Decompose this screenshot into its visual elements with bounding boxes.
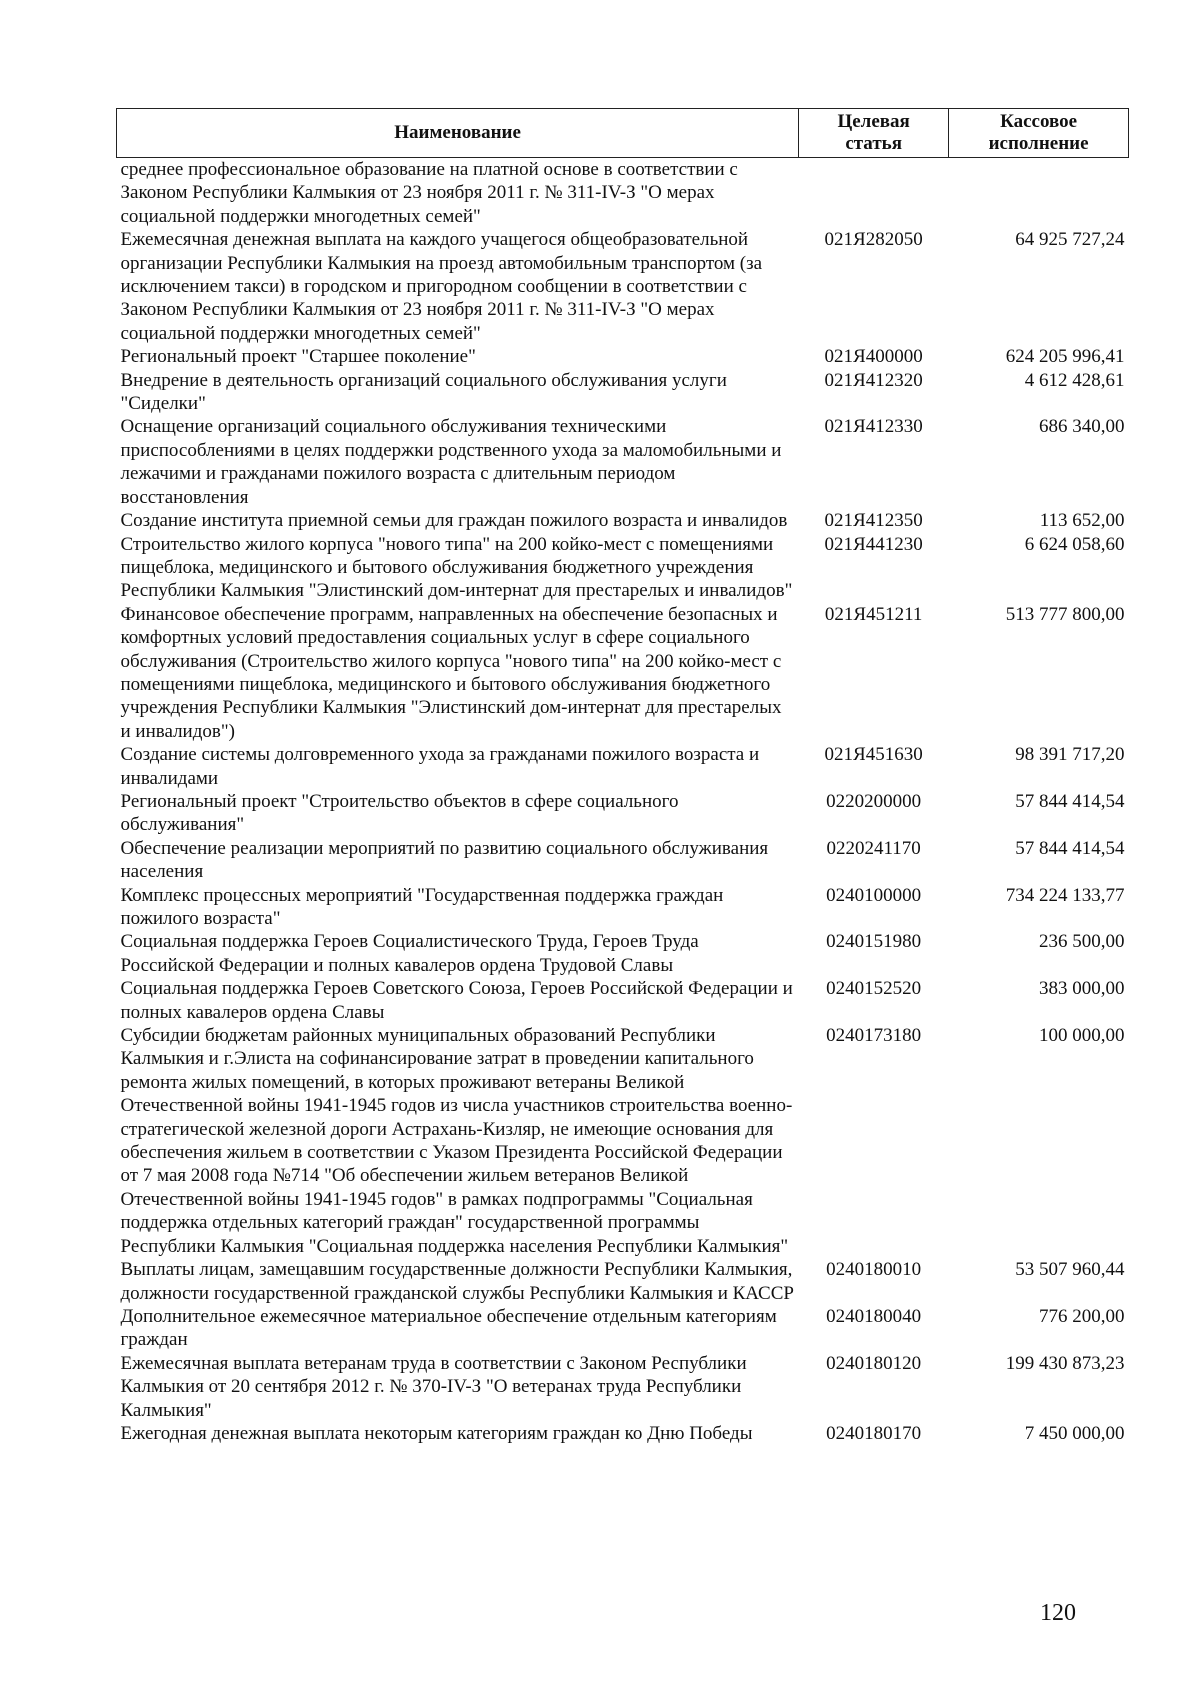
row-name-cell: Создание системы долговременного ухода за гражданами пожилого возраста и инвалидами [120, 744, 760, 789]
row-code-cell: 0240173180 [826, 1025, 922, 1047]
row-code-cell: 021Я412320 [824, 369, 923, 391]
row-name-cell: Ежемесячная денежная выплата на каждого учащегося общеобразовательной организации Республики Калмыкия на проезд автомобильным транспортом (за исключением такси) в городском и пригородном сообщении в соответствии с Законом Республики Калмыкия от 23 ноября 2011 г. № 311-IV-З "О мерах социальной поддержки многодетных семей" [120, 229, 763, 344]
table-row [117, 369, 1129, 416]
row-name-cell: среднее профессиональное образование на платной основе в соответствии с Законом Республики Калмыкия от 23 ноября 2011 г. № 311-IV-З "О мерах социальной поддержки многодетных семей" [120, 159, 738, 227]
row-amount-cell: 4 612 428,61 [1024, 369, 1125, 391]
row-name-cell: Дополнительное ежемесячное материальное обеспечение отдельным категориям граждан [120, 1305, 777, 1351]
row-amount-cell: 776 200,00 [1039, 1305, 1125, 1327]
row-amount-cell: 7 450 000,00 [1024, 1422, 1125, 1444]
table-row [117, 1258, 1129, 1305]
row-amount-cell: 100 000,00 [1039, 1025, 1125, 1047]
budget-table [116, 108, 1129, 1445]
row-name-cell: Выплаты лицам, замещавшим государственные должности Республики Калмыкия, должности государственной гражданской службы Республики Калмыкия и КАССР [120, 1259, 794, 1304]
table-row [117, 228, 1129, 345]
row-code-cell: 0240152520 [826, 978, 922, 1000]
row-name-cell: Создание института приемной семьи для граждан пожилого возраста и инвалидов [120, 510, 788, 532]
table-row [117, 345, 1129, 368]
table-row [117, 790, 1129, 837]
row-name-cell: Региональный проект "Старшее поколение" [120, 346, 476, 368]
row-code-cell: 021Я412350 [824, 510, 923, 532]
row-code-cell: 0220200000 [826, 790, 922, 812]
row-amount-cell: 383 000,00 [1039, 978, 1125, 1000]
table-row [117, 977, 1129, 1024]
row-name-cell: Внедрение в деятельность организаций социального обслуживания услуги "Сиделки" [120, 369, 727, 415]
row-name-cell: Социальная поддержка Героев Социалистического Труда, Героев Труда Российской Федерации и полных кавалеров ордена Трудовой Славы [120, 931, 699, 976]
row-amount-cell: 199 430 873,23 [1005, 1352, 1125, 1374]
row-amount-cell: 113 652,00 [1039, 510, 1125, 532]
table-row [117, 509, 1129, 532]
table-row [117, 1305, 1129, 1352]
row-name-cell: Ежегодная денежная выплата некоторым категориям граждан ко Дню Победы [120, 1422, 753, 1444]
header-name [117, 109, 799, 158]
header-amount [949, 109, 1129, 158]
row-code-cell: 0240100000 [826, 884, 922, 906]
page-number: 120 [1040, 1600, 1076, 1626]
header-amount-line2: исполнение [988, 133, 1089, 154]
row-name-cell: Строительство жилого корпуса "нового типа" на 200 койко-мест с помещениями пищеблока, медицинского и бытового обслуживания бюджетного учреждения Республики Калмыкия "Элистинский дом-интернат для престарелых и инвалидов" [120, 533, 793, 602]
row-amount-cell: 57 844 414,54 [1015, 790, 1125, 812]
row-code-cell: 0220241170 [826, 837, 921, 859]
row-amount-cell: 53 507 960,44 [1015, 1259, 1125, 1281]
row-code-cell: 0240180040 [826, 1305, 922, 1327]
table-row [117, 930, 1129, 977]
table-row [117, 743, 1129, 790]
row-code-cell: 0240180010 [826, 1259, 922, 1281]
row-amount-cell: 236 500,00 [1039, 931, 1125, 953]
row-amount-cell: 57 844 414,54 [1015, 837, 1125, 859]
row-code-cell: 021Я412330 [824, 416, 923, 438]
row-code-cell: 021Я451630 [824, 744, 923, 766]
row-code-cell: 021Я282050 [824, 229, 923, 251]
header-code-line1: Целевая [837, 111, 910, 132]
row-code-cell [799, 158, 949, 229]
header-code-line2: статья [845, 133, 902, 154]
row-code-cell: 021Я400000 [824, 346, 923, 368]
row-name-cell: Комплекс процессных мероприятий "Государственная поддержка граждан пожилого возраста" [120, 884, 724, 929]
table-row [117, 415, 1129, 509]
row-name-cell: Оснащение организаций социального обслуживания техническими приспособлениями в целях поддержки родственного ухода за маломобильными и лежачими и гражданами пожилого возраста с длительным периодом восстановления [120, 416, 782, 508]
row-code-cell: 0240180170 [826, 1422, 922, 1444]
row-amount-cell: 624 205 996,41 [1005, 346, 1125, 368]
table-row [117, 1024, 1129, 1258]
row-amount-cell: 513 777 800,00 [1005, 603, 1125, 625]
table-row [117, 1352, 1129, 1422]
row-amount-cell: 64 925 727,24 [1015, 229, 1125, 251]
row-code-cell: 0240151980 [826, 931, 922, 953]
row-amount-cell [949, 158, 1129, 229]
table-row [117, 533, 1129, 603]
table-row [117, 884, 1129, 931]
table-row [117, 158, 1129, 229]
row-name-cell: Ежемесячная выплата ветеранам труда в соответствии с Законом Республики Калмыкия от 20 сентября 2012 г. № 370-IV-З "О ветеранах труда Республики Калмыкия" [120, 1352, 747, 1421]
table-row [117, 837, 1129, 884]
row-name-cell: Социальная поддержка Героев Советского Союза, Героев Российской Федерации и полных кавалеров ордена Славы [120, 978, 793, 1023]
header-code [799, 109, 949, 158]
row-amount-cell: 734 224 133,77 [1005, 884, 1125, 906]
row-name-cell: Региональный проект "Строительство объектов в сфере социального обслуживания" [120, 790, 679, 836]
row-code-cell: 021Я441230 [824, 533, 923, 555]
row-amount-cell: 98 391 717,20 [1015, 744, 1125, 766]
header-amount-line1: Кассовое [1000, 111, 1078, 132]
table-body [117, 158, 1129, 1446]
header-name-label: Наименование [394, 122, 521, 143]
row-name-cell: Обеспечение реализации мероприятий по развитию социального обслуживания населения [120, 837, 769, 883]
table-header [117, 109, 1129, 158]
row-code-cell: 0240180120 [826, 1352, 922, 1374]
table-row [117, 1422, 1129, 1445]
row-amount-cell: 6 624 058,60 [1024, 533, 1125, 555]
row-amount-cell: 686 340,00 [1039, 416, 1125, 438]
row-name-cell: Субсидии бюджетам районных муниципальных образований Республики Калмыкия и г.Элиста на софинансирование затрат в проведении капитального ремонта жилых помещений, в которых проживают ветераны Великой Отечественной войны 1941-1945 годов из числа участников строительства военно-стратегической железной дороги Астрахань-Кизляр, не имеющие основания для обеспечения жильем в соответствии с Указом Президента Российской Федерации от 7 мая 2008 года №714 "Об обеспечении жильем ветеранов Великой Отечественной войны 1941-1945 годов" в рамках подпрограммы "Социальная поддержка отдельных категорий граждан" государственной программы Республики Калмыкия "Социальная поддержка населения Республики Калмыкия" [120, 1025, 793, 1257]
row-code-cell: 021Я451211 [824, 603, 923, 625]
table-row [117, 603, 1129, 743]
row-name-cell: Финансовое обеспечение программ, направленных на обеспечение безопасных и комфортных условий предоставления социальных услуг в сфере социального обслуживания (Строительство жилого корпуса "нового типа" на 200 койко-мест с помещениями пищеблока, медицинского и бытового обслуживания бюджетного учреждения Республики Калмыкия "Элистинский дом-интернат для престарелых и инвалидов") [120, 603, 782, 742]
